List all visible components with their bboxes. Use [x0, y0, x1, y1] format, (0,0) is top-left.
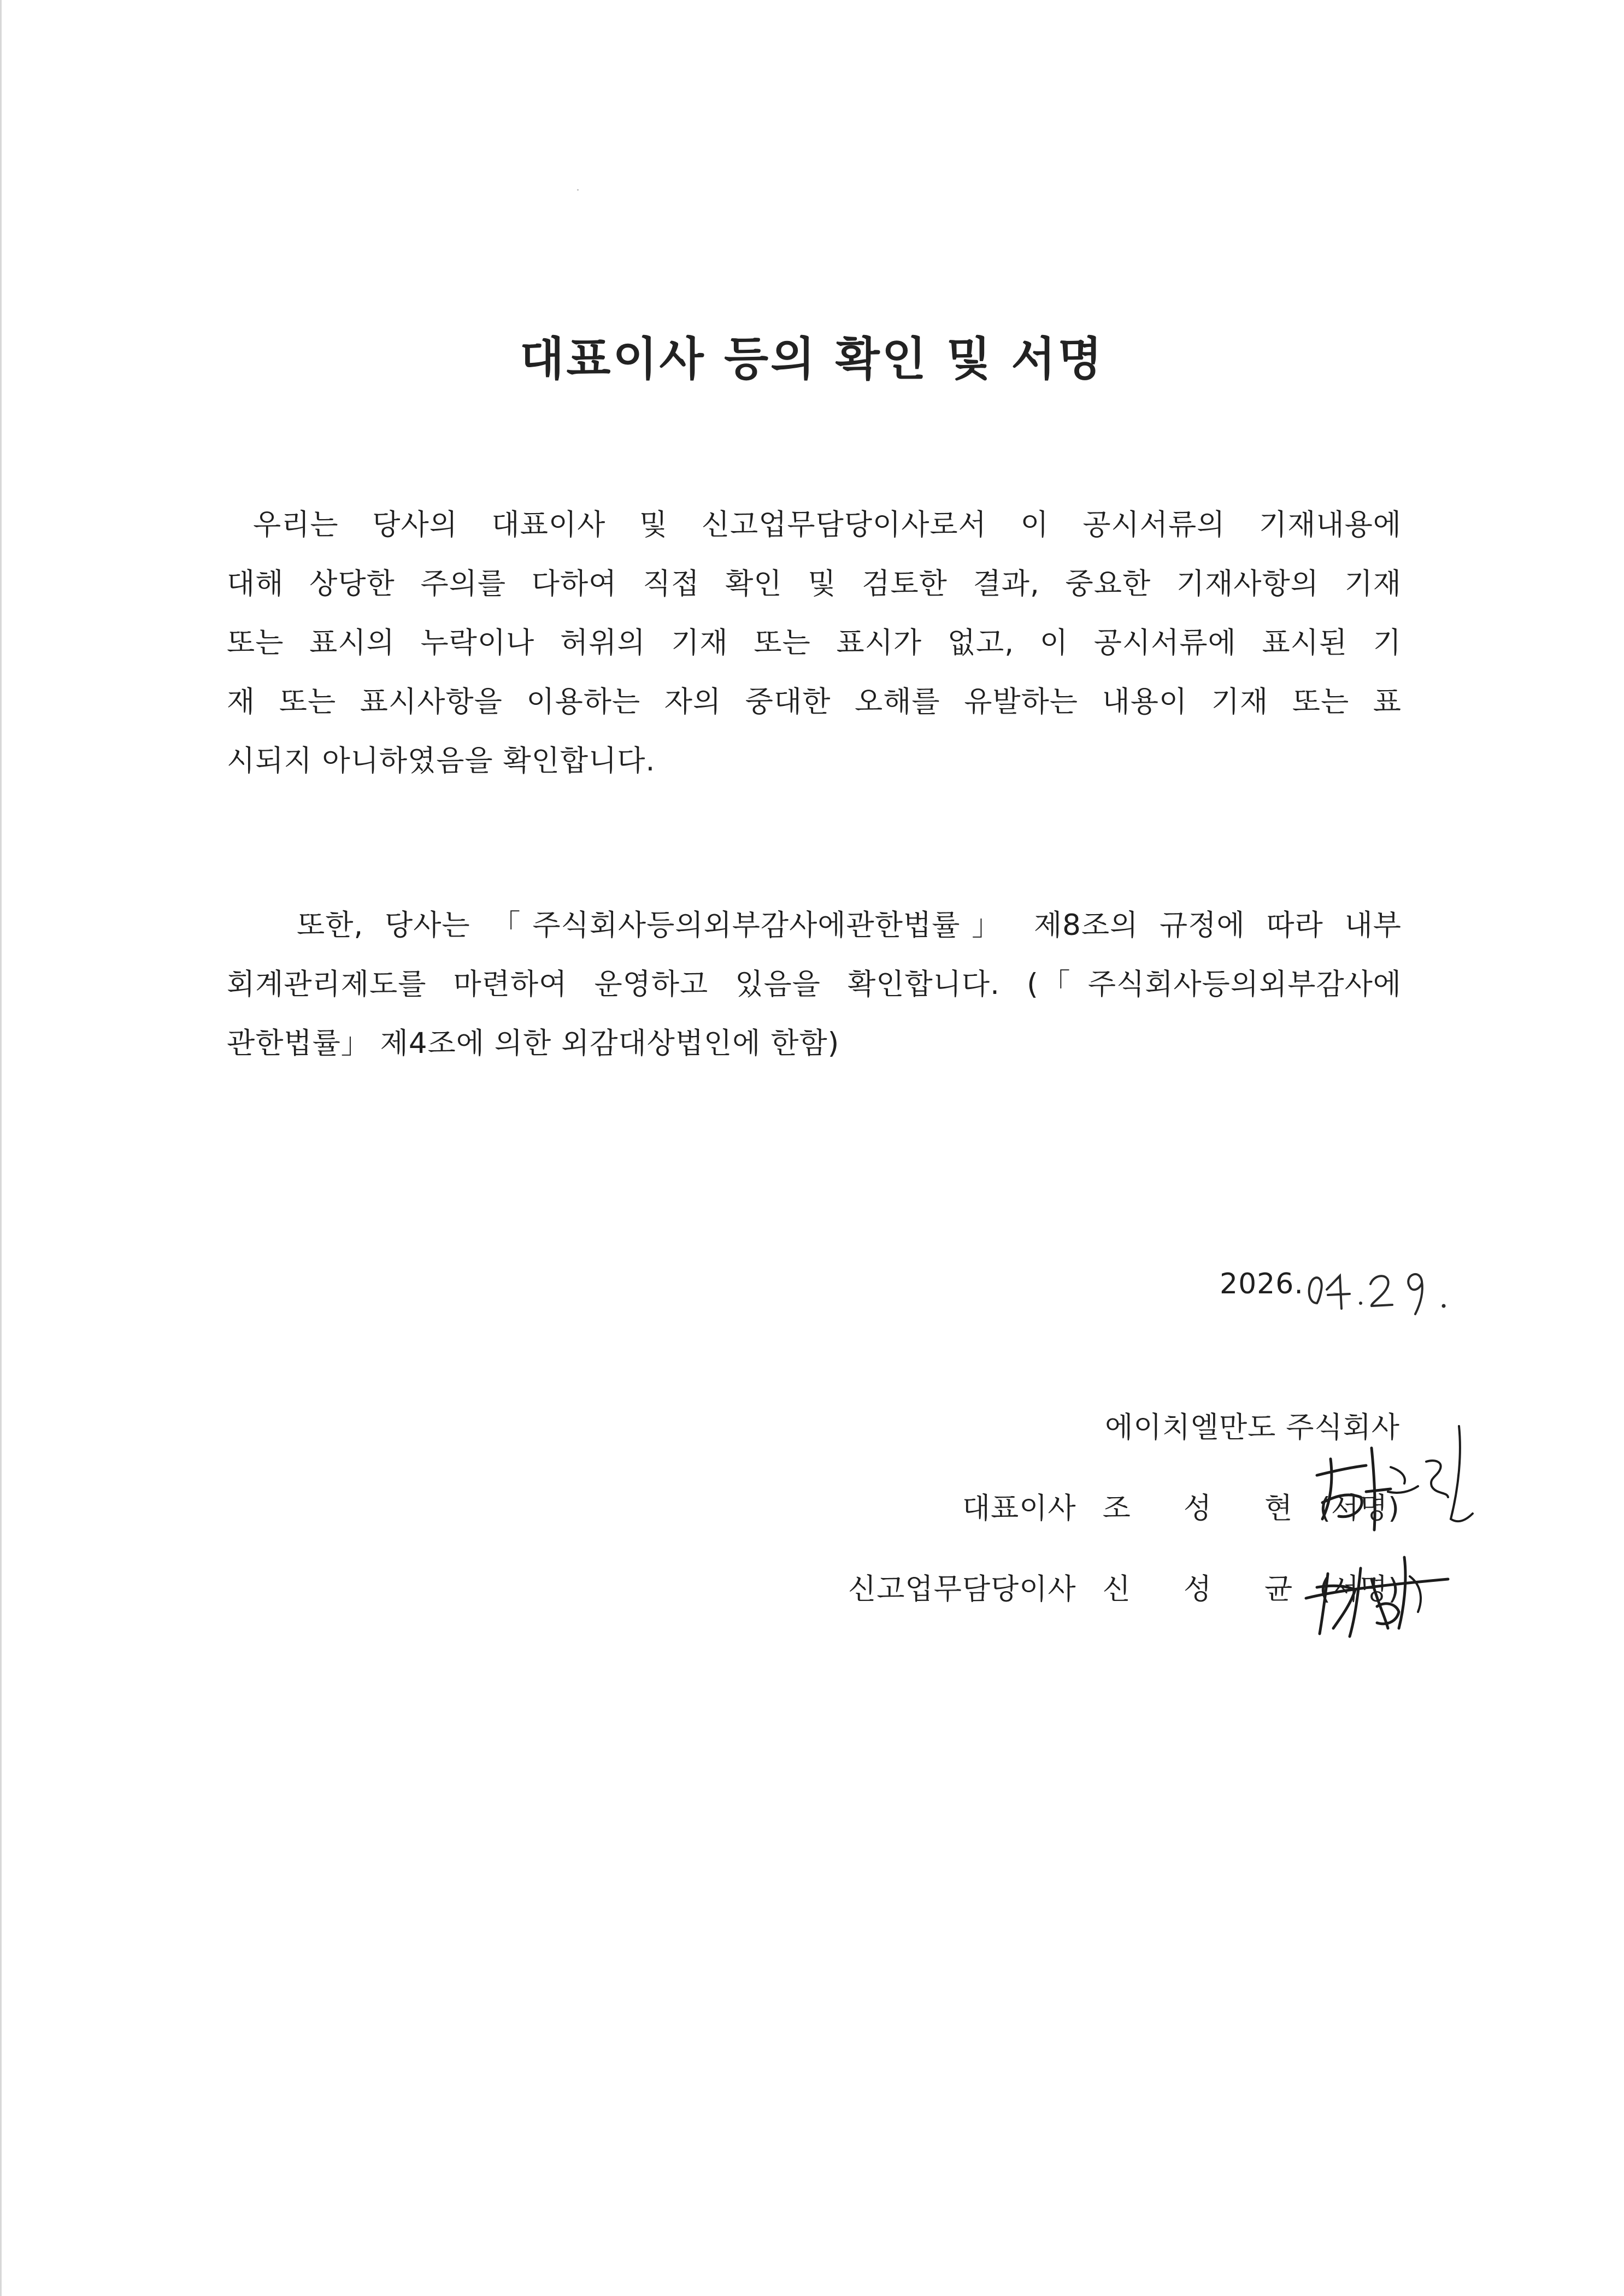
- ceo-name-char: 현: [1264, 1492, 1293, 1525]
- officer-sign-label: (서명): [1319, 1573, 1400, 1606]
- paragraph-line: 재 또는 표시사항을 이용하는 자의 중대한 오해를 유발하는 내용이 기재 또는 표: [227, 685, 1402, 719]
- paragraph-line: 우리는 당사의 대표이사 및 신고업무담당이사로서 이 공시서류의 기재내용에: [253, 508, 1402, 541]
- internal-control-paragraph: [227, 896, 1402, 1073]
- signing-date: [1175, 1251, 1421, 1317]
- paragraph-line: 시되지 아니하였음을 확인합니다.: [227, 744, 656, 778]
- officer-name-char: 성: [1183, 1573, 1213, 1606]
- date-handwritten: [1301, 1251, 1481, 1317]
- company-name: 에이치엘만도 주식회사: [1105, 1411, 1400, 1444]
- officer-role: 신고업무담당이사: [848, 1573, 1076, 1606]
- officer-handwritten-signature: [1295, 1546, 1459, 1645]
- date-printed: 2026.: [1220, 1268, 1304, 1300]
- paragraph-line: 관한법률」 제4조에 의한 외감대상법인에 한함): [227, 1027, 840, 1060]
- confirmation-paragraph: [227, 496, 1402, 791]
- scan-speck: [577, 189, 579, 191]
- ceo-name-char: 조: [1102, 1492, 1131, 1525]
- officer-name-char: 신: [1102, 1573, 1131, 1606]
- paragraph-line: 대해 상당한 주의를 다하여 직접 확인 및 검토한 결과, 중요한 기재사항의 기재: [227, 567, 1402, 601]
- officer-name-char: 균: [1264, 1573, 1293, 1606]
- paragraph-line: 회계관리제도를 마련하여 운영하고 있음을 확인합니다. (「주식회사등의외부감사에: [227, 968, 1402, 1001]
- paragraph-line: 또한, 당사는 「주식회사등의외부감사에관한법률」 제8조의 규정에 따라 내부: [297, 909, 1402, 942]
- ceo-name-char: 성: [1183, 1492, 1213, 1525]
- paragraph-line: 또는 표시의 누락이나 허위의 기재 또는 표시가 없고, 이 공시서류에 표시된 기: [227, 626, 1402, 660]
- ceo-sign-label: (서명): [1319, 1492, 1400, 1525]
- ceo-role: 대표이사: [962, 1492, 1076, 1525]
- page-title: 대표이사 등의 확인 및 서명: [520, 332, 1104, 386]
- ceo-handwritten-signature: [1301, 1415, 1481, 1552]
